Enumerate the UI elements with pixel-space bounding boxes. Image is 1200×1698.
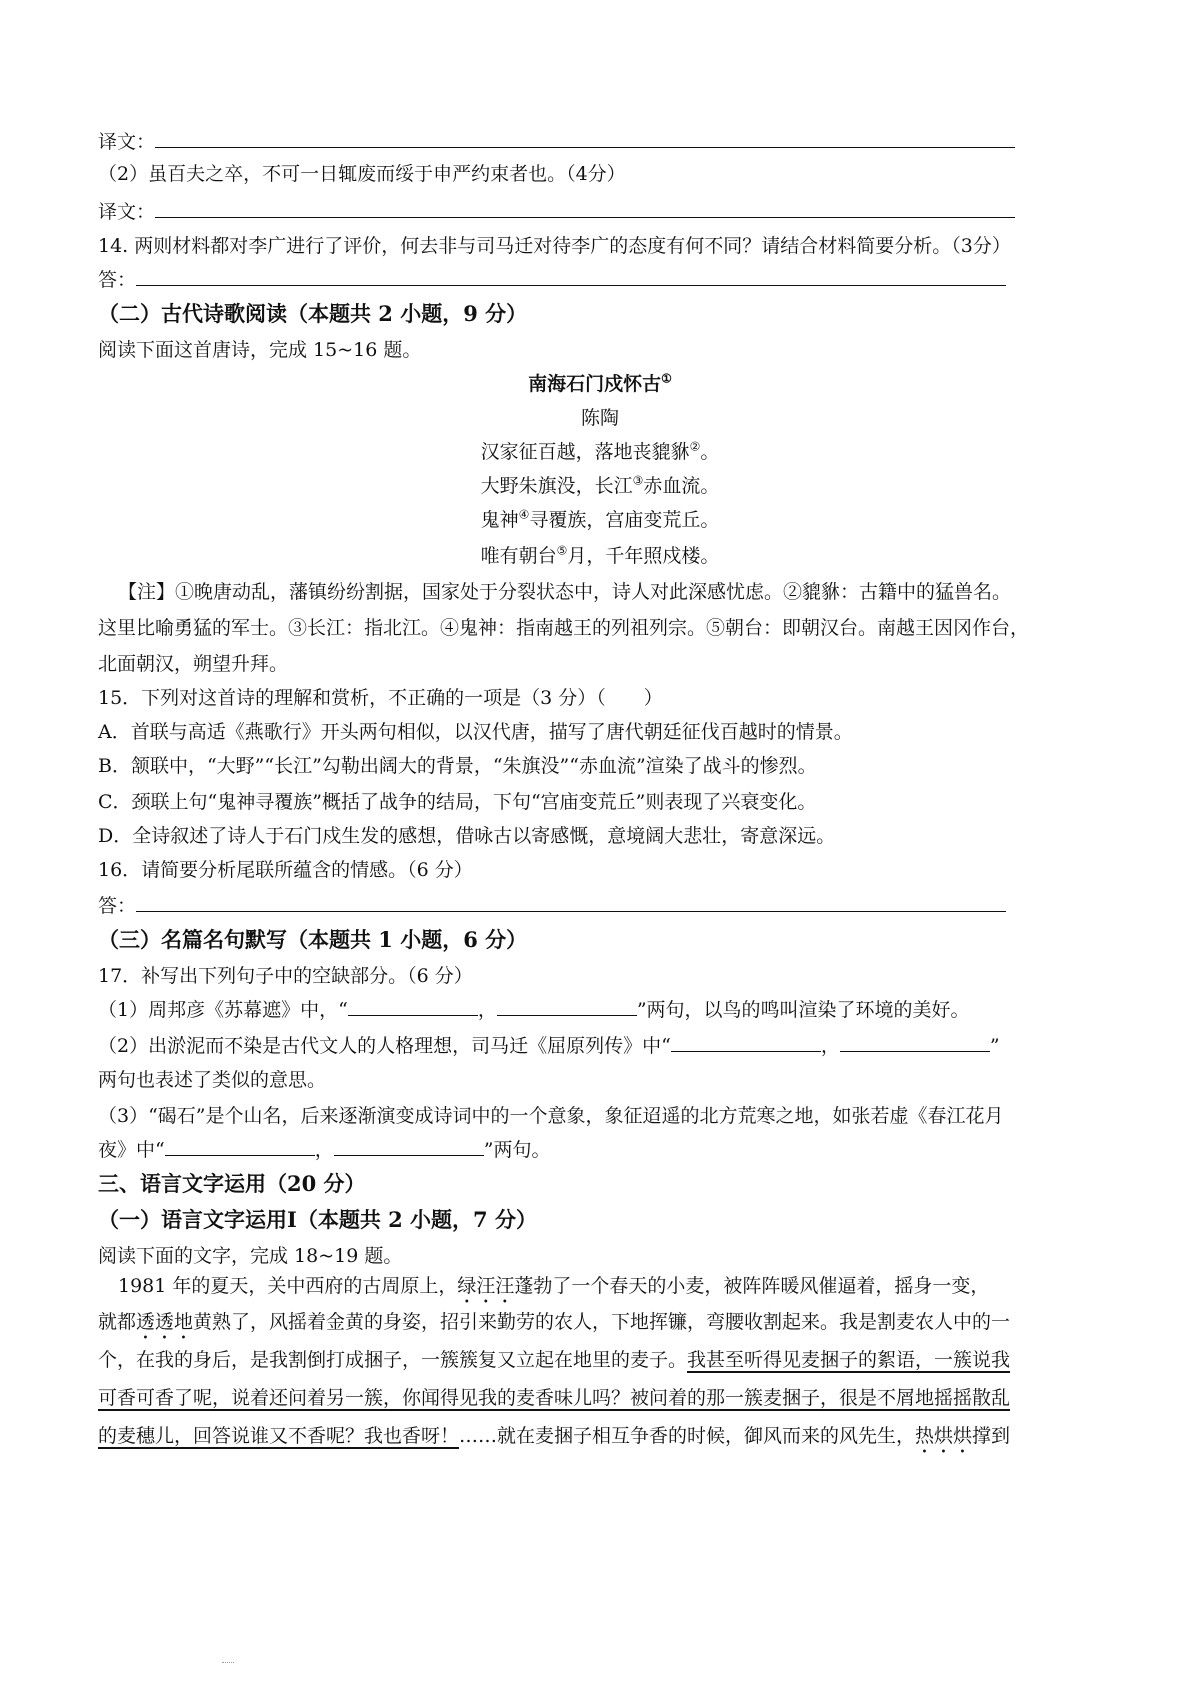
q16-answer-line	[98, 892, 1006, 920]
sub-heading-language-1: （一）语言文字运用Ⅰ（本题共 2 小题，7 分）	[98, 1207, 537, 1232]
answer-label: 答：	[98, 895, 137, 917]
poem-text: 汉家征百越，落地丧貔貅	[480, 441, 690, 463]
item-text: （1）周邦彦《苏幕遮》中，“	[98, 999, 348, 1021]
item-text: ”	[989, 1035, 1000, 1057]
q15-option-a[interactable]: A．首联与高适《燕歌行》开头两句相似，以汉代唐，描写了唐代朝廷征伐百越时的情景。	[98, 721, 853, 743]
translation-line-1	[98, 128, 1015, 156]
footnote-marker: ④	[518, 507, 530, 522]
footnote-marker: ①	[661, 371, 672, 386]
q15-option-d[interactable]: D．全诗叙述了诗人于石门戍生发的感想，借咏古以寄感慨，意境阔大悲壮，寄意深远。	[98, 825, 836, 847]
item-text: 夜》中“	[98, 1139, 165, 1161]
translation-line-2	[98, 198, 1015, 226]
q15-option-c[interactable]: C．颈联上句“鬼神寻覆族”概括了战争的结局，下句“宫庙变荒丘”则表现了兴衰变化。	[98, 791, 817, 813]
poem-author: 陈陶	[580, 407, 619, 429]
answer-blank[interactable]	[165, 1137, 315, 1156]
answer-blank[interactable]	[497, 997, 637, 1016]
poem-text: 赤血流。	[643, 475, 720, 497]
answer-blank[interactable]	[155, 129, 1015, 148]
dotted-word: 透透地	[136, 1311, 194, 1333]
poem-text: 月，千年照戍楼。	[567, 545, 720, 567]
q15-question: 15．下列对这首诗的理解和赏析，不正确的一项是（3 分）（ ）	[98, 687, 663, 709]
underlined-sentence: 可香可香了呢，说着还问着另一簇，你闻得见我的麦香味儿吗？被问着的那一簇麦捆子，很是不屑地摇摇散乱	[98, 1387, 1011, 1409]
item-text: ”两句。	[483, 1139, 551, 1161]
answer-blank[interactable]	[671, 1033, 821, 1052]
poem-text: 。	[700, 441, 720, 463]
q17-item-2-cont: 两句也表述了类似的意思。	[98, 1069, 327, 1091]
footnote-marker: ②	[689, 439, 701, 454]
q15-option-b[interactable]: B．颔联中，“大野”“长江”勾勒出阔大的背景，“朱旗没”“赤血流”渲染了战斗的惨烈。	[98, 755, 817, 777]
passage-line-3	[98, 1346, 1010, 1374]
underlined-sentence: 的麦穗儿，回答说谁又不香呢？我也香呀！	[98, 1425, 460, 1447]
passage-text: 就都	[98, 1311, 137, 1333]
passage-text: 蓬勃了一个春天的小麦，被阵阵暖风催逼着，摇身一变，	[514, 1275, 990, 1297]
page-marker	[222, 1662, 234, 1666]
dotted-word: 热烘烘	[915, 1425, 973, 1447]
poem-notes-line-3: 北面朝汉，朔望升拜。	[98, 653, 289, 675]
item-text: ，	[314, 1139, 334, 1161]
poem-line-2	[0, 472, 1200, 500]
answer-blank[interactable]	[136, 267, 1006, 286]
item-text: （2）出淤泥而不染是古代文人的人格理想，司马迁《屈原列传》中“	[98, 1035, 671, 1057]
translation-label: 译文：	[98, 201, 156, 223]
reading-intro: 阅读下面的文字，完成 18~19 题。	[98, 1245, 403, 1267]
poem-text: 寻覆族，宫庙变荒丘。	[529, 509, 720, 531]
passage-line-1	[118, 1272, 989, 1308]
q17-item-3: （3）“碣石”是个山名，后来逐渐演变成诗词中的一个意象，象征迢遥的北方荒寒之地，如张若虚《春江花月	[98, 1105, 1004, 1127]
passage-text: 黄熟了，风摇着金黄的身姿，招引来勤劳的农人，下地挥镰，弯腰收割起来。我是割麦农人中的一	[193, 1311, 1011, 1333]
section-heading-poetry: （二）古代诗歌阅读（本题共 2 小题，9 分）	[98, 301, 528, 326]
section-heading-recitation: （三）名篇名句默写（本题共 1 小题，6 分）	[98, 927, 528, 952]
answer-blank[interactable]	[348, 997, 478, 1016]
item-text: ，	[820, 1035, 840, 1057]
part-heading-language: 三、语言文字运用（20 分）	[98, 1171, 366, 1196]
passage-line-2	[98, 1308, 1010, 1344]
q17-item-3-cont	[98, 1136, 550, 1164]
poem-text: 鬼神	[480, 509, 519, 531]
poem-notes-line-2: 这里比喻勇猛的军士。③长江：指北江。④鬼神：指南越王的列祖列宗。⑤朝台：即朝汉台。南越王因冈作台，	[98, 617, 1030, 639]
poem-line-3	[0, 506, 1200, 534]
passage-line-5	[98, 1422, 1010, 1458]
item-text: ，	[477, 999, 497, 1021]
passage-text: 撑到	[972, 1425, 1011, 1447]
item-text: ”两句，以鸟的鸣叫渲染了环境的美好。	[636, 999, 970, 1021]
answer-blank[interactable]	[155, 199, 1015, 218]
underlined-sentence: 我甚至听得见麦捆子的絮语，一簇说我	[687, 1349, 1011, 1371]
answer-label: 答：	[98, 269, 137, 291]
translation-label: 译文：	[98, 131, 156, 153]
poem-title-text: 南海石门戍怀古	[528, 373, 662, 395]
q16-question: 16．请简要分析尾联所蕴含的情感。（6 分）	[98, 859, 473, 881]
passage-text: ……就在麦捆子相互争香的时候，御风而来的风先生，	[459, 1425, 916, 1447]
poem-notes-line-1: 【注】①晚唐动乱，藩镇纷纷割据，国家处于分裂状态中，诗人对此深感忧虑。②貔貅：古籍中的猛兽名。	[118, 581, 1012, 603]
passage-text: 1981 年的夏天，关中西府的古周原上，	[118, 1275, 458, 1297]
passage-text: 个，在我的身后，是我割倒打成捆子，一簇簇复又立起在地里的麦子。	[98, 1349, 688, 1371]
poem-text: 大野朱旗没，长江	[480, 475, 633, 497]
section-intro: 阅读下面这首唐诗，完成 15~16 题。	[98, 339, 422, 361]
q14-question: 14. 两则材料都对李广进行了评价，何去非与司马迁对待李广的态度有何不同？请结合材料简要分析。（3分）	[98, 235, 1011, 257]
q17-item-2	[98, 1032, 1000, 1060]
q13-item-2: （2）虽百夫之卒，不可一日辄废而绥于申严约束者也。（4分）	[98, 163, 626, 185]
dotted-word: 绿汪汪	[457, 1275, 515, 1297]
passage-line-4	[98, 1384, 1010, 1412]
poem-line-1	[0, 438, 1200, 466]
answer-blank[interactable]	[334, 1137, 484, 1156]
footnote-marker: ③	[632, 473, 644, 488]
poem-title	[0, 370, 1200, 398]
answer-blank[interactable]	[840, 1033, 990, 1052]
answer-blank[interactable]	[136, 893, 1006, 912]
q17-item-1	[98, 996, 970, 1024]
footnote-marker: ⑤	[556, 543, 568, 558]
poem-text: 唯有朝台	[480, 545, 557, 567]
poem-line-4	[0, 542, 1200, 570]
q17-question: 17．补写出下列句子中的空缺部分。（6 分）	[98, 965, 473, 987]
q14-answer-line	[98, 266, 1006, 294]
